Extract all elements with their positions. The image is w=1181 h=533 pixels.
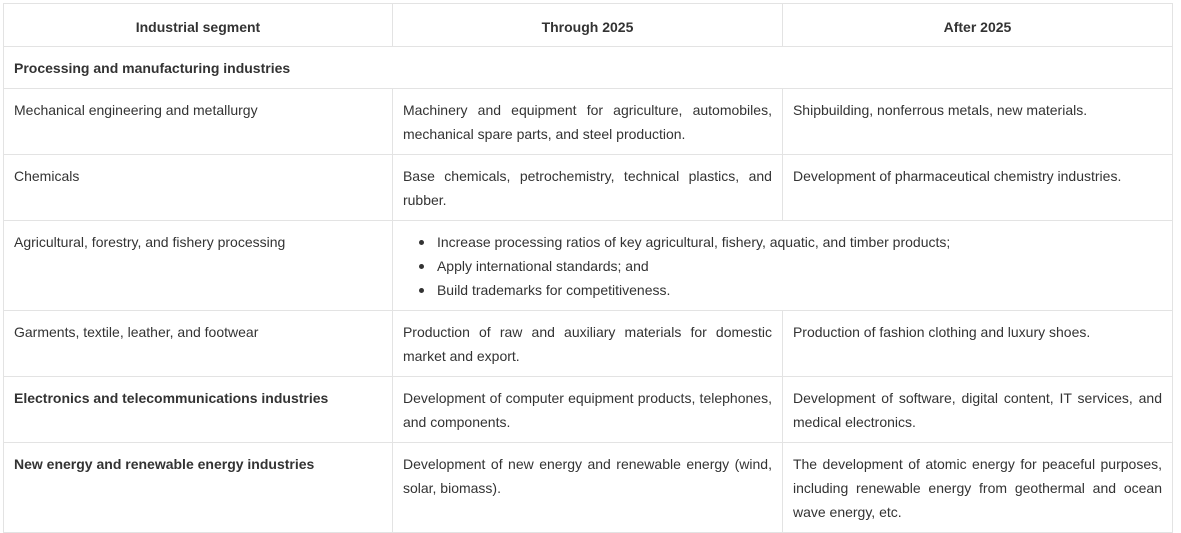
through-2025-cell: Base chemicals, petrochemistry, technical plastics, and rubber. — [392, 155, 782, 221]
table-row — [4, 443, 1173, 533]
through-2025-cell: Machinery and equipment for agriculture, automobiles, mechanical spare parts, and steel production. — [392, 89, 782, 155]
after-2025-cell: Development of software, digital content, IT services, and medical electronics. — [782, 377, 1172, 443]
table-row — [4, 155, 1173, 221]
merged-measures-cell — [392, 221, 1172, 311]
through-2025-cell: Development of new energy and renewable energy (wind, solar, biomass). — [392, 443, 782, 533]
segment-cell: Electronics and telecommunications industries — [4, 377, 393, 443]
header-after-2025: After 2025 — [782, 4, 1172, 47]
section-row-processing — [4, 47, 1173, 89]
after-2025-cell: Development of pharmaceutical chemistry industries. — [782, 155, 1172, 221]
list-item-text: Build trademarks for competitiveness. — [436, 282, 671, 298]
after-2025-cell: Production of fashion clothing and luxury shoes. — [782, 311, 1172, 377]
table-row — [4, 89, 1173, 155]
header-industrial-segment: Industrial segment — [4, 4, 393, 47]
segment-cell: Garments, textile, leather, and footwear — [4, 311, 393, 377]
list-item — [427, 230, 1162, 254]
measures-list — [403, 230, 1162, 302]
header-through-2025: Through 2025 — [392, 4, 782, 47]
section-title: Processing and manufacturing industries — [4, 47, 1173, 89]
bullet-icon — [419, 264, 424, 269]
segment-cell: Agricultural, forestry, and fishery processing — [4, 221, 393, 311]
through-2025-cell: Production of raw and auxiliary materials for domestic market and export. — [392, 311, 782, 377]
bullet-icon — [419, 288, 424, 293]
list-item-text: Increase processing ratios of key agricultural, fishery, aquatic, and timber products; — [436, 234, 951, 250]
industrial-segments-table — [3, 3, 1173, 533]
table-row — [4, 377, 1173, 443]
segment-cell: New energy and renewable energy industries — [4, 443, 393, 533]
list-item — [427, 254, 1162, 278]
table-row — [4, 311, 1173, 377]
bullet-icon — [419, 240, 424, 245]
list-item — [427, 278, 1162, 302]
table-row — [4, 221, 1173, 311]
after-2025-cell: Shipbuilding, nonferrous metals, new materials. — [782, 89, 1172, 155]
through-2025-cell: Development of computer equipment products, telephones, and components. — [392, 377, 782, 443]
table-header-row — [4, 4, 1173, 47]
list-item-text: Apply international standards; and — [436, 258, 649, 274]
segment-cell: Mechanical engineering and metallurgy — [4, 89, 393, 155]
after-2025-cell: The development of atomic energy for peaceful purposes, including renewable energy from geothermal and ocean wave energy, etc. — [782, 443, 1172, 533]
segment-cell: Chemicals — [4, 155, 393, 221]
